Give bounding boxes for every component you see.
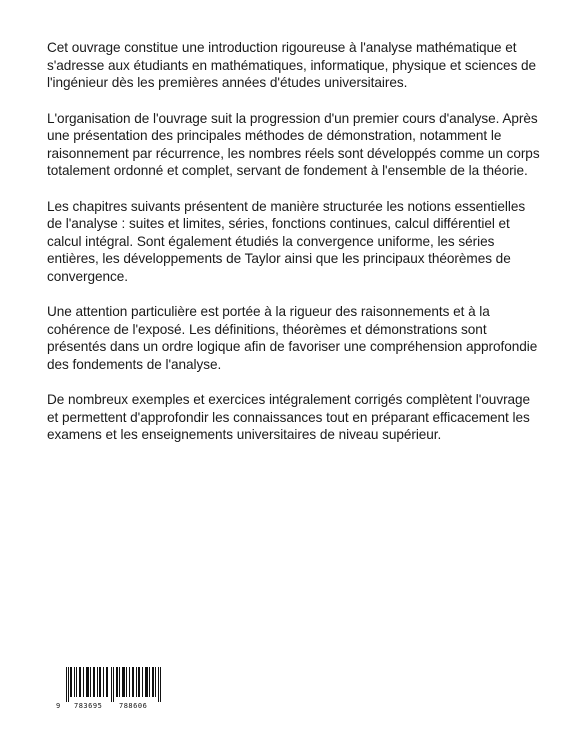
barcode-first-digit: 9 [56,702,61,710]
paragraph-introduction: Cet ouvrage constitue une introduction rigoureuse à l'analyse mathématique et s'adresse aux étudiants en mathématiques, informatique, physique et sciences de l'ingénieur dès les premières années d'études universitaires. [47,40,537,90]
paragraph-rigour: Une attention particulière est portée à la rigueur des raisonnements et à la cohérence de l'exposé. Les définitions, théorèmes et démonstrations sont présentés dans un ordre logique afin de favoriser une compréhension approfondie des fondements de l'analyse. [47,304,538,372]
paragraph-chapters: Les chapitres suivants présentent de manière structurée les notions essentielles de l'analyse : suites et limites, séries, fonctions continues, calcul différentiel et calcul intégral. Sont également étudiés la convergence uniforme, les séries entières, les développements de Taylor ainsi que les principaux théorèmes de convergence. [47,198,526,284]
barcode-bars [66,667,162,702]
isbn-barcode [56,667,166,711]
barcode-digits [56,700,166,712]
paragraph-organisation: L'organisation de l'ouvrage suit la progression d'un premier cours d'analyse. Après une présentation des principales méthodes de démonstration, notamment le raisonnement par récurrence, les nombres réels sont développés comme un corps totalement ordonné et complet, servant de fondement à l'ensemble de la théorie. [47,110,540,178]
barcode-right-group: 788606 [119,702,148,710]
back-cover-text [47,39,543,462]
paragraph-exercises: De nombreux exemples et exercices intégralement corrigés complètent l'ouvrage et permettent d'approfondir les connaissances tout en préparant efficacement les examens et les enseignements universitaires de niveau supérieur. [47,392,531,442]
barcode-left-group: 783695 [74,702,103,710]
